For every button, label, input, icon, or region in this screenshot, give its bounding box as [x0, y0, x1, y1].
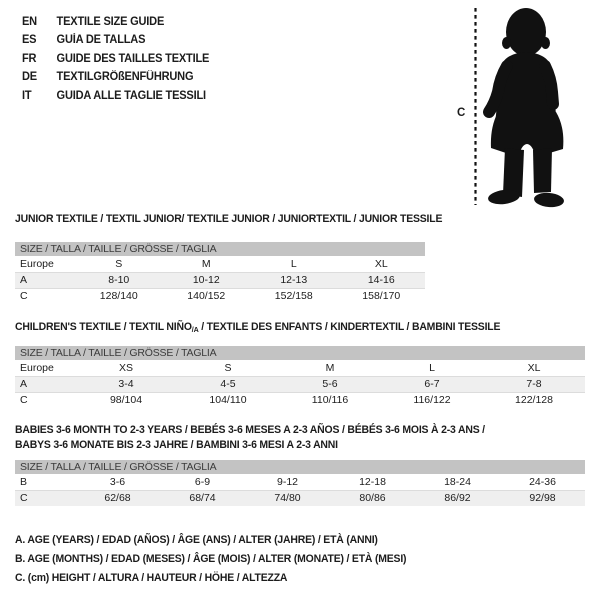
table-cell: S	[115, 258, 123, 270]
table-cell: 12-13	[280, 274, 308, 286]
footnote-a: A. AGE (YEARS) / EDAD (AÑOS) / ÂGE (ANS) / ALTER (JAHRE) / ETÀ (ANNI)	[15, 534, 378, 546]
table-body	[15, 256, 425, 304]
table-cell: 98/104	[109, 394, 143, 406]
lang-code: FR	[22, 52, 37, 65]
table-row	[15, 376, 585, 392]
babies-size-table	[15, 460, 585, 506]
table-cell: 7-8	[526, 378, 542, 390]
footnote-c: C. (cm) HEIGHT / ALTURA / HAUTEUR / HÖHE / ALTEZZA	[15, 572, 288, 585]
height-measure-label: C	[457, 107, 466, 119]
size-header-band: SIZE / TALLA / TAILLE / GRÖSSE / TAGLIA	[15, 242, 425, 256]
title-subscript: /A	[191, 325, 199, 334]
row-label: C	[20, 394, 28, 406]
table-cell: 140/152	[187, 290, 226, 302]
table-row	[15, 360, 585, 376]
junior-size-table	[15, 242, 425, 304]
row-label: A	[20, 378, 28, 390]
table-cell: 9-12	[276, 476, 298, 488]
table-cell: 116/122	[413, 394, 451, 406]
lang-title: TEXTILE SIZE GUIDE	[56, 16, 165, 28]
table-cell: 14-16	[367, 274, 395, 286]
row-label: A	[20, 274, 28, 286]
lang-code: EN	[22, 16, 37, 28]
lang-title: GUÍA DE TALLAS	[56, 34, 146, 47]
row-label: C	[20, 492, 28, 504]
children-size-table	[15, 346, 585, 408]
table-cell: 62/68	[104, 492, 131, 504]
lang-title: TEXTILGRÖßENFÜHRUNG	[56, 71, 194, 84]
table-cell: 24-36	[529, 476, 556, 488]
lang-row-fr	[22, 50, 209, 68]
table-row	[15, 256, 425, 272]
table-cell: 158/170	[362, 290, 401, 302]
title-line: BABIES 3-6 MONTH TO 2-3 YEARS / BEBÉS 3-6 MESES A 2-3 AÑOS / BÉBÉS 3-6 MOIS À 2-3 ANS /	[15, 424, 485, 436]
table-cell: 110/116	[311, 394, 349, 406]
table-row	[15, 490, 585, 506]
table-row	[15, 272, 425, 288]
table-cell: 3-6	[109, 476, 126, 488]
lang-code: IT	[22, 89, 32, 102]
table-cell: 128/140	[99, 290, 138, 302]
lang-code: ES	[22, 34, 37, 47]
lang-title: GUIDE DES TAILLES TEXTILE	[56, 52, 210, 65]
measure-footnotes	[15, 531, 427, 589]
table-cell: 4-5	[220, 378, 236, 390]
size-header-band: SIZE / TALLA / TAILLE / GRÖSSE / TAGLIA	[15, 460, 585, 474]
children-table-title	[15, 320, 500, 338]
lang-row-de	[22, 68, 209, 86]
footnote-b: B. AGE (MONTHS) / EDAD (MESES) / ÂGE (MOIS) / ALTER (MONATE) / ETÀ (MESI)	[15, 553, 407, 566]
title-line: BABYS 3-6 MONATE BIS 2-3 JAHRE / BAMBINI 3-6 MESI A 2-3 ANNI	[15, 438, 338, 451]
table-cell: 6-7	[424, 378, 440, 390]
table-cell: 74/80	[274, 492, 301, 504]
table-cell: 152/158	[274, 290, 313, 302]
table-cell: XS	[118, 362, 133, 374]
table-body	[15, 360, 585, 408]
lang-row-es	[22, 31, 209, 49]
row-label: Europe	[20, 362, 54, 374]
table-cell: L	[429, 362, 435, 374]
table-cell: XL	[374, 258, 388, 270]
table-cell: M	[201, 258, 211, 270]
table-cell: 5-6	[322, 378, 338, 390]
baby-silhouette-icon	[470, 0, 600, 215]
table-cell: 104/110	[209, 394, 247, 406]
table-row	[15, 288, 425, 304]
table-cell: L	[290, 258, 297, 270]
title-text: / TEXTILE DES ENFANTS / KINDERTEXTIL / BAMBINI TESSILE	[198, 321, 501, 333]
language-title-list	[22, 13, 217, 105]
lang-row-en	[22, 13, 209, 31]
baby-silhouette-figure	[470, 0, 600, 215]
table-cell: 6-9	[194, 476, 211, 488]
junior-table-title: JUNIOR TEXTILE / TEXTIL JUNIOR/ TEXTILE JUNIOR / JUNIORTEXTIL / JUNIOR TESSILE	[15, 213, 443, 225]
lang-row-it	[22, 87, 209, 105]
row-label: Europe	[20, 258, 54, 270]
table-cell: 3-4	[118, 378, 134, 390]
table-cell: 12-18	[359, 476, 386, 488]
table-cell: 86/92	[444, 492, 471, 504]
table-row	[15, 474, 585, 490]
row-label: C	[20, 290, 28, 302]
table-cell: 18-24	[444, 476, 471, 488]
table-body	[15, 474, 585, 506]
table-cell: XL	[527, 362, 541, 374]
table-row	[15, 392, 585, 408]
table-cell: 80/86	[359, 492, 386, 504]
table-cell: 68/74	[189, 492, 216, 504]
table-cell: S	[224, 362, 232, 374]
table-cell: M	[325, 362, 335, 374]
title-text: CHILDREN'S TEXTILE / TEXTIL NIÑO	[15, 321, 192, 333]
size-header-band: SIZE / TALLA / TAILLE / GRÖSSE / TAGLIA	[15, 346, 585, 360]
table-cell: 122/128	[515, 394, 553, 406]
lang-title: GUIDA ALLE TAGLIE TESSILI	[56, 89, 206, 102]
lang-code: DE	[22, 71, 37, 84]
babies-table-title	[15, 423, 485, 452]
table-cell: 92/98	[529, 492, 556, 504]
table-cell: 8-10	[108, 274, 130, 286]
row-label: B	[20, 476, 28, 488]
table-cell: 10-12	[192, 274, 220, 286]
